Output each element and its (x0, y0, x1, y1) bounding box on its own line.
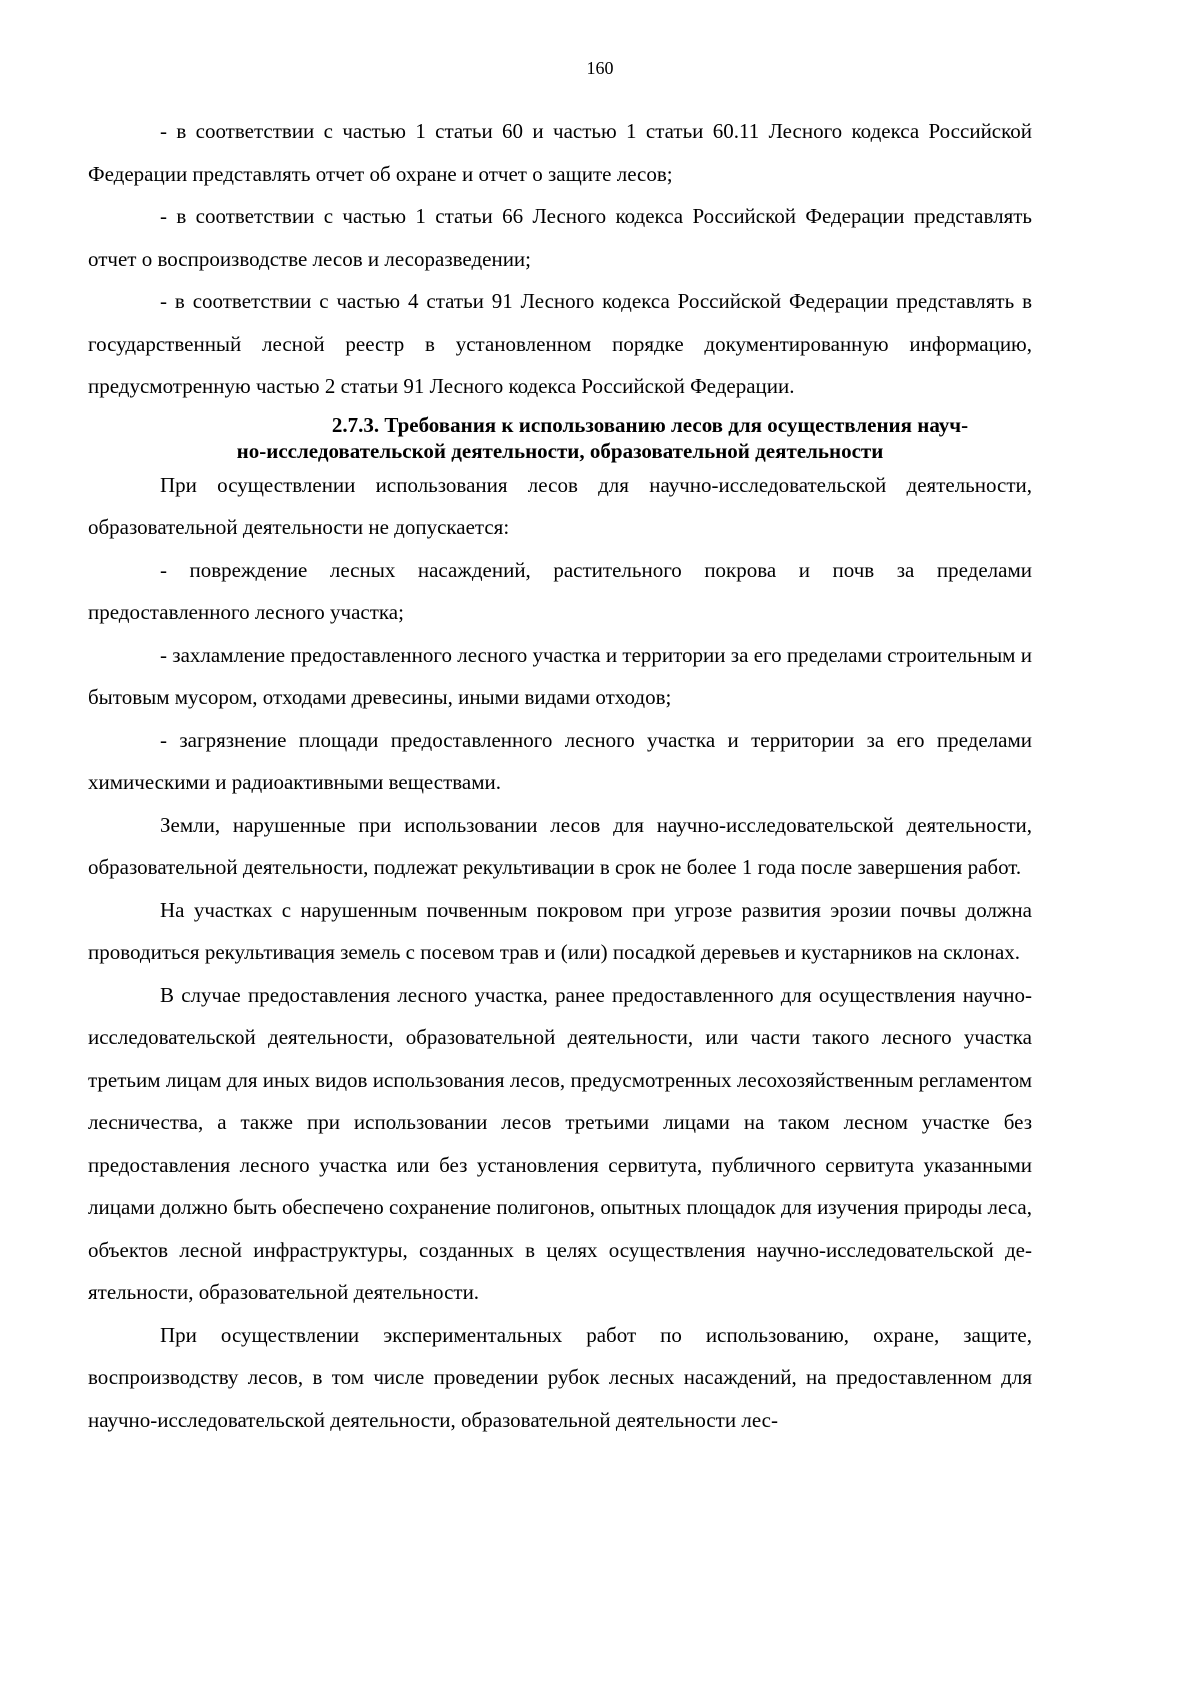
paragraph-littering: - захламление предоставленного лесного участка и территории за его пределами строительным и бытовым мусором, отходами древесины, иными видами отходов; (88, 642, 1032, 709)
paragraph-pollution: - загрязнение площади предоставленного лесного участка и территории за его пределами химическими и радиоактивными веществами. (88, 727, 1032, 794)
section-heading (88, 412, 1032, 464)
page-number: 160 (586, 58, 614, 78)
paragraph-not-allowed-intro: При осуществлении использования лесов для научно-исследовательской деятельности, образовательной деятельности не допускается: (88, 472, 1032, 539)
paragraph-forest-registry: - в соответствии с частью 4 статьи 91 Лесного кодекса Российской Федерации представлять в государственный лесной реестр в установленном порядке документированную информацию, предусмотренную частью 2 статьи 91 Лесного кодекса Российской Федерации. (88, 289, 1032, 398)
section-heading-line-1: 2.7.3. Требования к использованию лесов для осуществления науч- (331, 412, 969, 437)
paragraph-third-parties: В случае предоставления лесного участка, ранее предоставленного для осуществления научно-исследовательской деятельности, образовательной деятельности, или части такого лесного участка третьим лицам для иных видов использования лесов, предусмотренных лесохозяйственным регламентом лесничества, а также при использовании лесов третьими лицами на таком лесном участке без предоставления лесного участка или без установления сервитута, публичного сервитута указанными лицами должно быть обеспечено сохранение полигонов, опытных площадок для изучения природы леса, объектов лесной инфраструктуры, созданных в целях осуществления научно-исследовательской деятельности, образовательной деятельности. (88, 982, 1032, 1304)
section-heading-line-2: но-исследовательской деятельности, образовательной деятельности (236, 438, 884, 463)
paragraph-report-protection: - в соответствии с частью 1 статьи 60 и частью 1 статьи 60.11 Лесного кодекса Российской Федерации представлять отчет об охране и отчет о защите лесов; (88, 119, 1032, 186)
page-content (88, 110, 1032, 1441)
paragraph-damage: - повреждение лесных насаждений, растительного покрова и почв за пределами предоставленного лесного участка; (88, 557, 1032, 624)
paragraph-erosion: На участках с нарушенным почвенным покровом при угрозе развития эрозии почвы должна проводиться рекультивация земель с посевом трав и (или) посадкой деревьев и кустарников на склонах. (88, 897, 1032, 964)
paragraph-recultivation: Земли, нарушенные при использовании лесов для научно-исследовательской деятельности, образовательной деятельности, подлежат рекультивации в срок не более 1 года после завершения работ. (88, 812, 1032, 879)
paragraph-report-reproduction: - в соответствии с частью 1 статьи 66 Лесного кодекса Российской Федерации представлять отчет о воспроизводстве лесов и лесоразведении; (88, 204, 1032, 271)
paragraph-experimental-works: При осуществлении экспериментальных работ по использованию, охране, защите, воспроизводству лесов, в том числе проведении рубок лесных насаждений, на предоставленном для научно-исследовательской деятельности, образовательной деятельности лес- (88, 1322, 1032, 1432)
